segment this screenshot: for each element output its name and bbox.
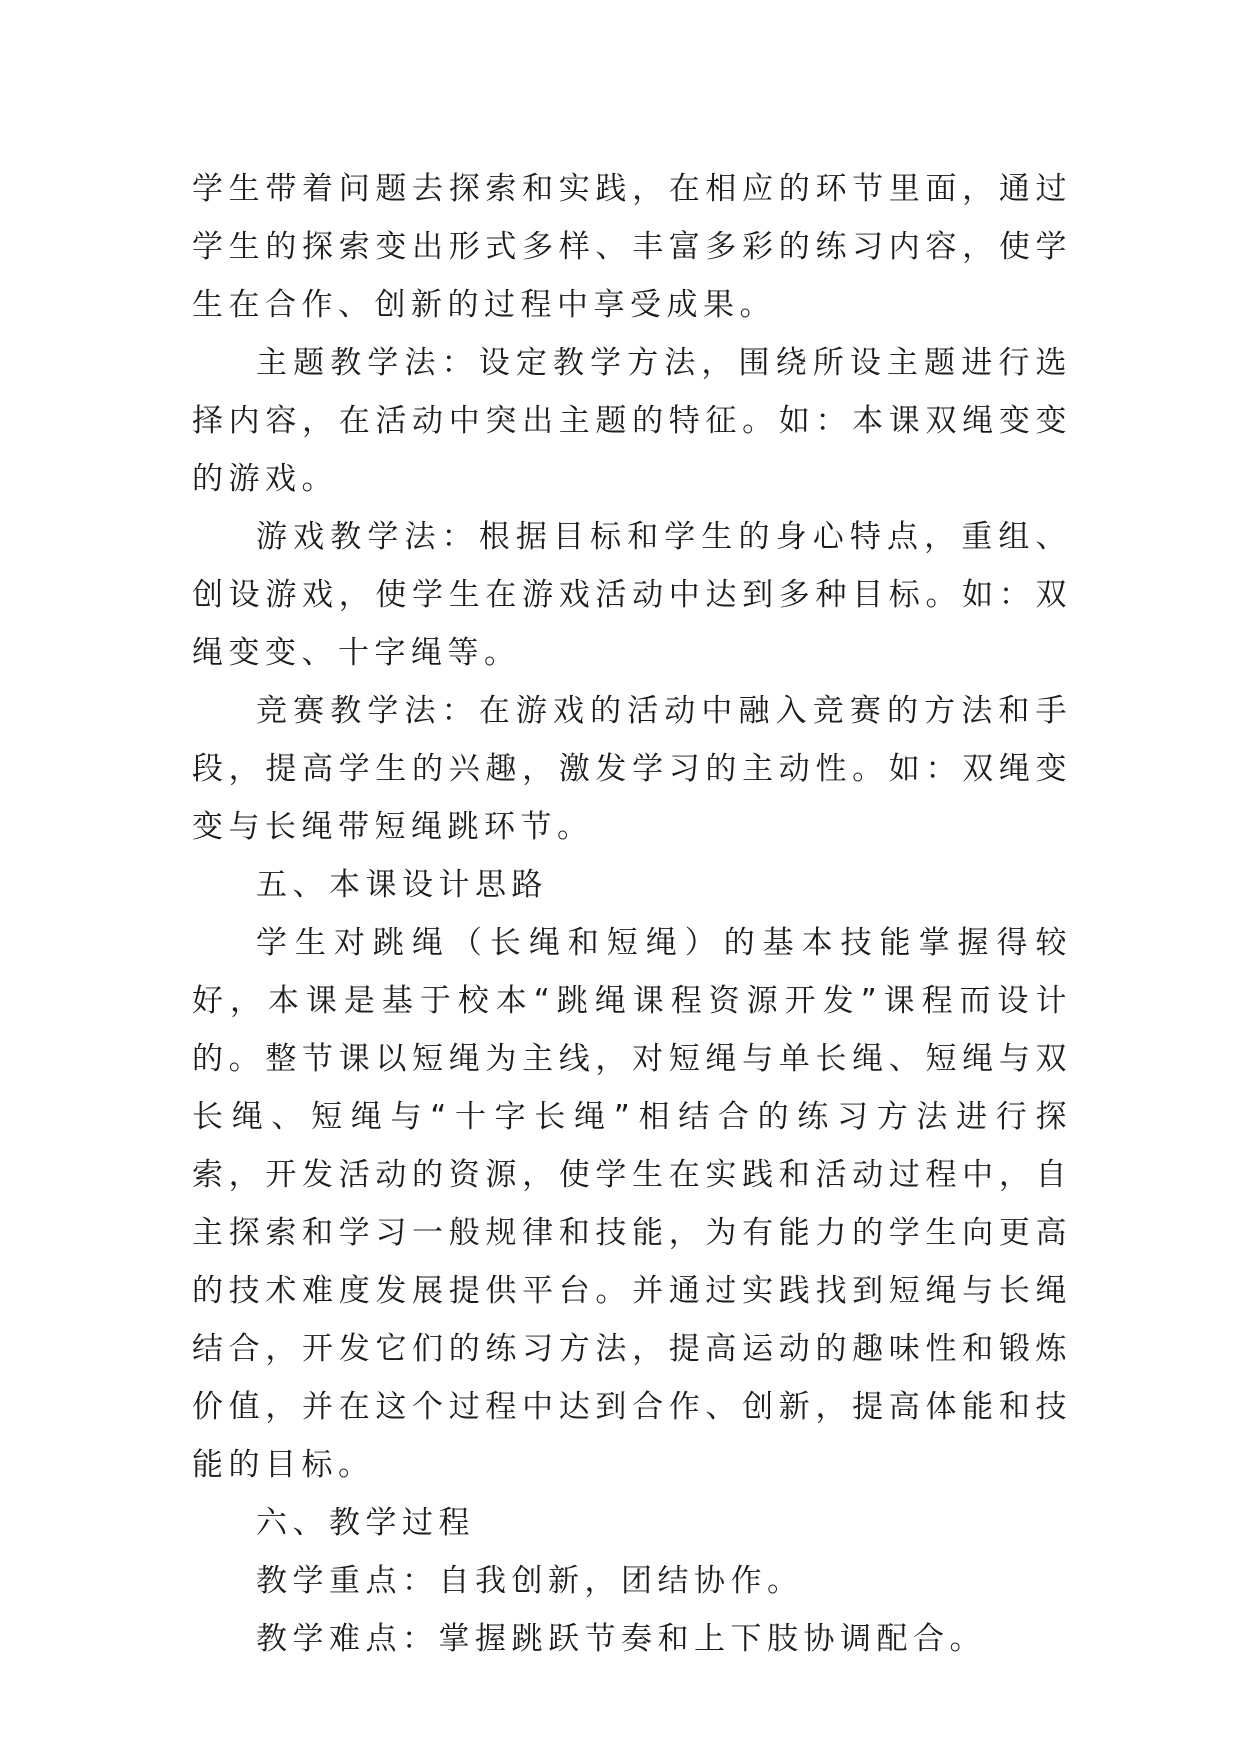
paragraph-teaching-focus: 教学重点：自我创新，团结协作。 bbox=[256, 1563, 804, 1599]
section-heading-design-idea: 五、本课设计思路 bbox=[256, 867, 548, 903]
paragraph-theme-teaching-method: 主题教学法：设定教学方法，围绕所设主题进行选择内容，在活动中突出主题的特征。如：本课双绳变变的游戏。 bbox=[192, 345, 1072, 497]
paragraph-teaching-difficulty: 教学难点：掌握跳跃节奏和上下肢协调配合。 bbox=[256, 1621, 986, 1657]
section-heading-teaching-process: 六、教学过程 bbox=[256, 1505, 475, 1541]
paragraph-competition-teaching-method: 竞赛教学法：在游戏的活动中融入竞赛的方法和手段，提高学生的兴趣，激发学习的主动性。如：双绳变变与长绳带短绳跳环节。 bbox=[192, 693, 1072, 845]
paragraph-game-teaching-method: 游戏教学法：根据目标和学生的身心特点，重组、创设游戏，使学生在游戏活动中达到多种目标。如：双绳变变、十字绳等。 bbox=[192, 519, 1072, 671]
paragraph-design-idea: 学生对跳绳（长绳和短绳）的基本技能掌握得较好，本课是基于校本“跳绳课程资源开发”课程而设计的。整节课以短绳为主线，对短绳与单长绳、短绳与双长绳、短绳与“十字长绳”相结合的练习方法进行探索，开发活动的资源，使学生在实践和活动过程中，自主探索和学习一般规律和技能，为有能力的学生向更高的技术难度发展提供平台。并通过实践找到短绳与长绳结合，开发它们的练习方法，提高运动的趣味性和锻炼价值，并在这个过程中达到合作、创新，提高体能和技能的目标。 bbox=[192, 925, 1072, 1483]
paragraph-intro-continuation: 学生带着问题去探索和实践，在相应的环节里面，通过学生的探索变出形式多样、丰富多彩的练习内容，使学生在合作、创新的过程中享受成果。 bbox=[192, 171, 1072, 323]
body-text bbox=[192, 160, 1072, 1668]
